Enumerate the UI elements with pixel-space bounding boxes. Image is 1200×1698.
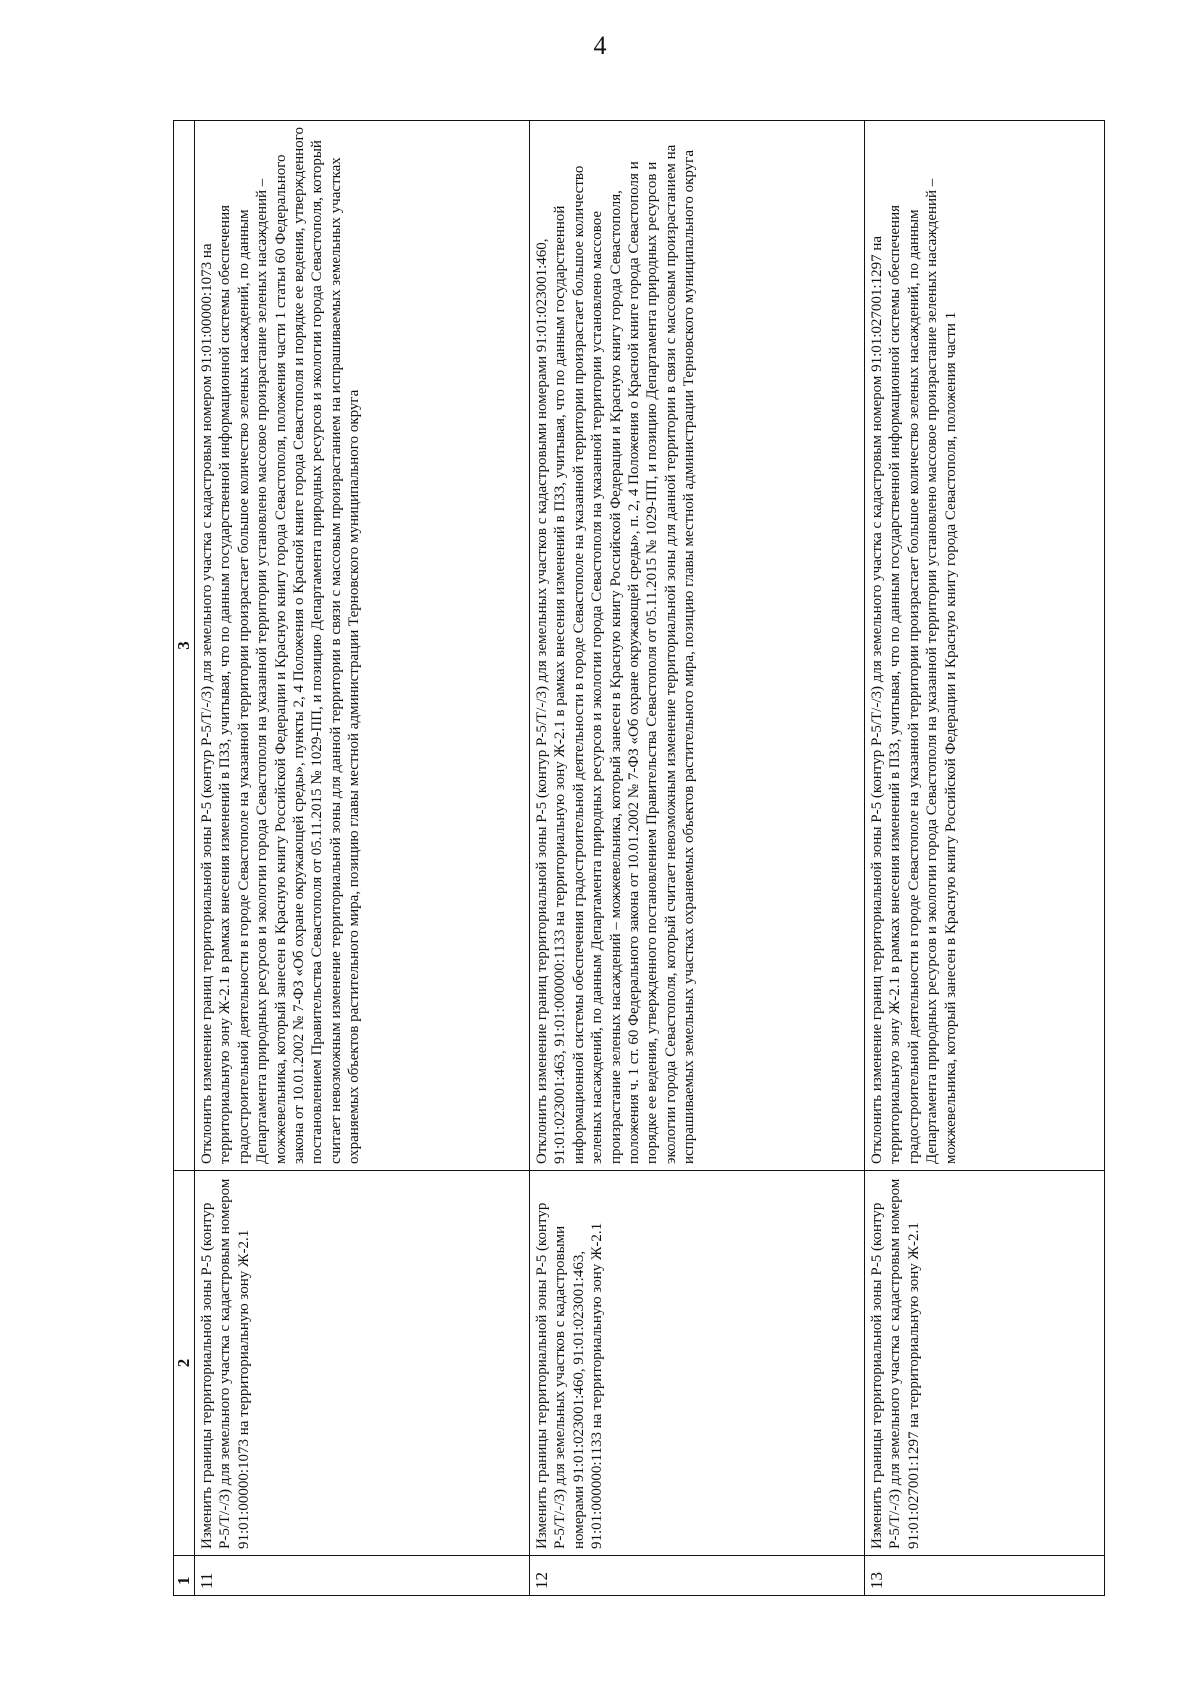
row-decision: Отклонить изменение границ территориальной зоны Р-5 (контур Р-5/Т/-/3) для земельного участка с кадастровым номером 91:01:00000:1073 на территориальную зону Ж-2.1 в рамках внесения изменений в ПЗЗ, учитывая, что по данным государственной информационной системы обеспечения градостроительной деятельности в городе Севастополе на указанной территории произрастает большое количество зеленых насаждений, по данным Департамента природных ресурсов и экологии города Севастополя на указанной территории установлено массовое произрастание зеленых насаждений – можжевельника, который занесен в Красную книгу Российской Федерации и Красную книгу города Севастополя, положения части 1 статьи 60 Федерального закона от 10.01.2002 № 7-ФЗ «Об охране окружающей среды», пункты 2, 4 Положения о Красной книге города Севастополя и порядке ее ведения, утвержденного постановлением Правительства Севастополя от 05.11.2015 № 1029-ПП, и позицию Департамента природных ресурсов и экологии города Севастополя, который считает невозможным изменение территориальной зоны для данной территории в связи с массовым произрастанием на испрашиваемых земельных участках охраняемых объектов растительного мира, позицию главы местной администрации Терновского муниципального округа — [195, 121, 530, 1171]
row-number: 13 — [865, 1556, 1105, 1596]
row-decision: Отклонить изменение границ территориальной зоны Р-5 (контур Р-5/Т/-/3) для земельного участка с кадастровым номером 91:01:027001:1297 на территориальную зону Ж-2.1 в рамках внесения изменений в ПЗЗ, учитывая, что по данным государственной информационной системы обеспечения градостроительной деятельности в городе Севастополе на указанной территории произрастает большое количество зеленых насаждений, по данным Департамента природных ресурсов и экологии города Севастополя на указанной территории установлено массовое произрастание зеленых насаждений – можжевельника, который занесен в Красную книгу Российской Федерации и Красную книгу города Севастополя, положения части 1 — [865, 121, 1105, 1171]
table-header-row — [174, 121, 195, 1596]
table-row — [865, 121, 1105, 1596]
row-action: Изменить границы территориальной зоны Р-5 (контур Р-5/Т/-/3) для земельных участков с кадастровыми номерами 91:01:023001:460, 91:01:023001:463, 91:01:000000:1133 на территориальную зону Ж-2.1 — [530, 1171, 865, 1556]
row-decision: Отклонить изменение границ территориальной зоны Р-5 (контур Р-5/Т/-/3) для земельных участков с кадастровыми номерами 91:01:023001:460, 91:01:023001:463, 91:01:000000:1133 на территориальную зону Ж-2.1 в рамках внесения изменений в ПЗЗ, учитывая, что по данным государственной информационной системы обеспечения градостроительной деятельности в городе Севастополе на указанной территории произрастает большое количество зеленых насаждений, по данным Департамента природных ресурсов и экологии города Севастополя на указанной территории установлено массовое произрастание зеленых насаждений – можжевельника, который занесен в Красную книгу Российской Федерации и Красную книгу города Севастополя, положения ч. 1 ст. 60 Федерального закона от 10.01.2002 № 7-ФЗ «Об охране окружающей среды», п. 2, 4 Положения о Красной книге города Севастополя и порядке ее ведения, утвержденного постановлением Правительства Севастополя от 05.11.2015 № 1029-ПП, и позицию Департамента природных ресурсов и экологии города Севастополя, который считает невозможным изменение территориальной зоны для данной территории в связи с массовым произрастанием на испрашиваемых земельных участках охраняемых объектов растительного мира, позицию главы местной администрации Терновского муниципального округа — [530, 121, 865, 1171]
table-row — [530, 121, 865, 1596]
header-col-2: 2 — [174, 1171, 195, 1556]
header-col-3: 3 — [174, 121, 195, 1171]
decisions-table — [173, 120, 1105, 1596]
row-number: 11 — [195, 1556, 530, 1596]
row-number: 12 — [530, 1556, 865, 1596]
row-action: Изменить границы территориальной зоны Р-5 (контур Р-5/Т/-/3) для земельного участка с кадастровым номером 91:01:027001:1297 на территориальную зону Ж-2.1 — [865, 1171, 1105, 1556]
table-row — [195, 121, 530, 1596]
header-col-1: 1 — [174, 1556, 195, 1596]
row-action: Изменить границы территориальной зоны Р-5 (контур Р-5/Т/-/3) для земельного участка с кадастровым номером 91:01:00000:1073 на территориальную зону Ж-2.1 — [195, 1171, 530, 1556]
page-number: 4 — [593, 31, 607, 60]
rotated-table-frame — [173, 121, 1103, 1596]
